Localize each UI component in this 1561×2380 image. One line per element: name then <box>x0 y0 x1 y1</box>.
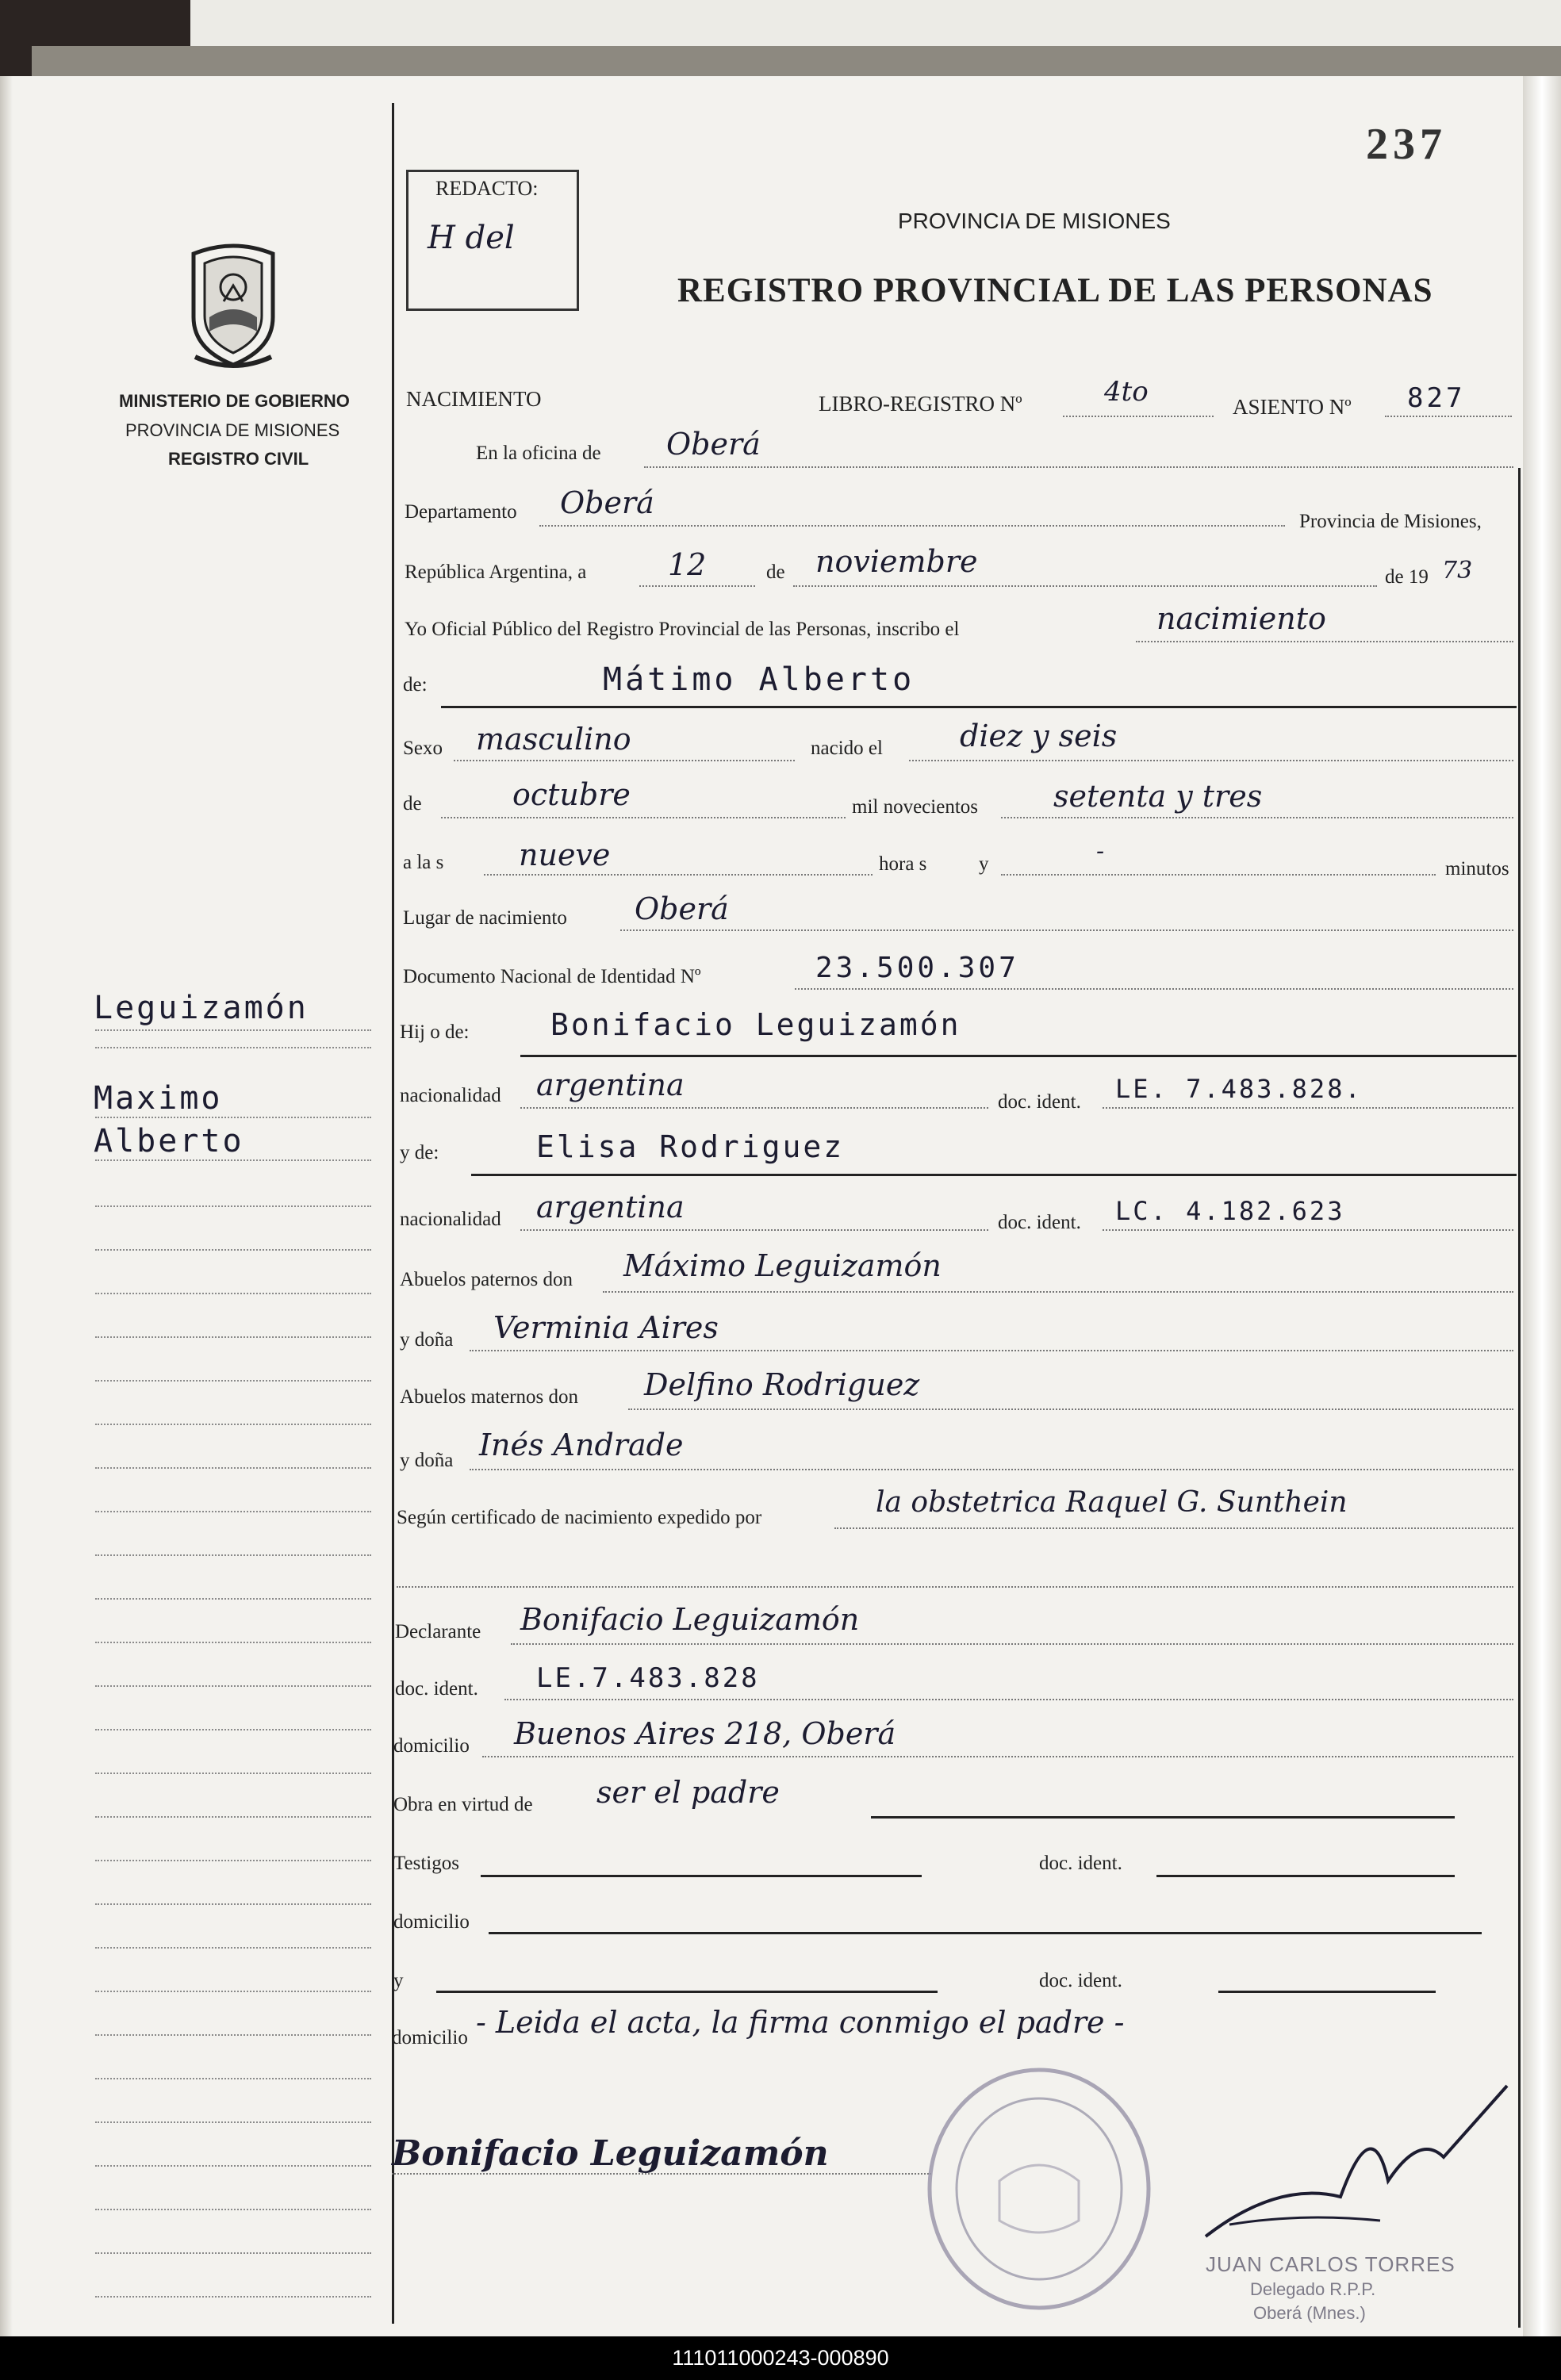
official-seal-icon <box>920 2062 1158 2316</box>
horas-label: hora s <box>879 853 927 875</box>
dotted-rule <box>470 1469 1513 1470</box>
nacionalidad2-label: nacionalidad <box>400 1209 501 1230</box>
republica-label: República Argentina, a <box>405 561 587 583</box>
de3-label: de <box>403 793 422 814</box>
margin-rule <box>95 1816 371 1818</box>
docident4-label: doc. ident. <box>1039 1853 1122 1874</box>
dotted-rule <box>470 1350 1513 1351</box>
official-place: Oberá (Mnes.) <box>1253 2303 1366 2323</box>
nacionalidad2-value: argentina <box>536 1190 685 1224</box>
hora-value: nueve <box>519 837 611 872</box>
dni-value: 23.500.307 <box>815 952 1019 984</box>
margin-rule <box>95 1511 371 1512</box>
docident5-label: doc. ident. <box>1039 1970 1122 1991</box>
sexo-label: Sexo <box>403 738 443 759</box>
asiento-value: 827 <box>1407 382 1466 414</box>
anio-nac-value: setenta y tres <box>1053 779 1263 814</box>
abuelos-maternos-value: Delfino Rodriguez <box>644 1367 920 1402</box>
margin-rule <box>95 1947 371 1949</box>
domicilio3-label: domicilio <box>392 2027 468 2048</box>
dotted-rule <box>1001 874 1436 876</box>
abuelos-paternos-value: Máximo Leguizamón <box>623 1248 942 1283</box>
nacionalidad1-label: nacionalidad <box>400 1085 501 1106</box>
dotted-rule <box>397 1586 1513 1588</box>
solid-rule <box>489 1932 1482 1934</box>
lugar-value: Oberá <box>635 891 729 926</box>
solid-rule <box>471 1174 1517 1176</box>
dotted-rule <box>620 929 1513 931</box>
dotted-rule <box>909 760 1513 761</box>
yde-label: y de: <box>400 1142 439 1163</box>
declarante-label: Declarante <box>395 1621 481 1642</box>
ydona2-label: y doña <box>400 1450 454 1471</box>
mil-label: mil novecientos <box>852 796 978 818</box>
margin-rule <box>95 2165 371 2167</box>
margin-rule <box>95 1029 371 1031</box>
solid-rule <box>441 706 1517 708</box>
redacto-initials: H del <box>428 220 515 256</box>
dotted-rule <box>628 1408 1513 1410</box>
margin-rule <box>95 1424 371 1425</box>
margin-rule <box>95 2296 371 2298</box>
de2-label: de: <box>403 674 428 696</box>
margin-name2: Alberto <box>94 1123 244 1159</box>
oficial-value: nacimiento <box>1156 601 1326 636</box>
lugar-label: Lugar de nacimiento <box>403 907 567 929</box>
margin-rule <box>95 1729 371 1730</box>
y-label: y <box>979 853 989 875</box>
dotted-rule <box>1103 1229 1513 1231</box>
segun-value: la obstetrica Raquel G. Sunthein <box>876 1486 1348 1519</box>
solid-rule <box>1156 1875 1455 1877</box>
previous-page-edge <box>190 0 1561 52</box>
margin-rule <box>95 2209 371 2210</box>
solid-rule <box>520 1055 1517 1057</box>
dotted-rule <box>834 1527 1513 1529</box>
madre-value: Elisa Rodriguez <box>536 1129 845 1164</box>
dotted-rule <box>504 1699 1513 1700</box>
margin-rule <box>95 2078 371 2079</box>
oficina-label: En la oficina de <box>476 443 601 464</box>
dia-value: 12 <box>668 547 707 582</box>
page-left-shadow <box>0 76 13 2336</box>
oficial-label: Yo Oficial Público del Registro Provincial de las Personas, inscribo el <box>405 619 960 640</box>
redacto-label: REDACTO: <box>435 177 539 200</box>
dotted-rule <box>484 874 873 876</box>
ministry-line1: MINISTERIO DE GOBIERNO <box>119 391 350 411</box>
page-right-edge <box>1523 76 1561 2336</box>
dotted-rule <box>441 817 846 818</box>
margin-rule <box>95 1642 371 1643</box>
docident2-value: LC. 4.182.623 <box>1115 1196 1345 1226</box>
right-border-rule <box>1518 468 1521 2328</box>
libro-value: 4to <box>1104 376 1149 408</box>
footer-id: 111011000243-000890 <box>0 2336 1561 2380</box>
act-type: NACIMIENTO <box>406 387 542 411</box>
nacionalidad1-value: argentina <box>536 1067 685 1102</box>
margin-rule <box>95 1380 371 1382</box>
docident3-label: doc. ident. <box>395 1678 478 1700</box>
margin-name1: Maximo <box>94 1080 223 1117</box>
domicilio3-value: - Leida el acta, la firma conmigo el padre - <box>476 2005 1125 2040</box>
solid-rule <box>436 1991 938 1993</box>
redacto-box <box>406 170 579 311</box>
province-title: PROVINCIA DE MISIONES <box>898 209 1171 233</box>
ala-label: a la s <box>403 852 444 873</box>
domicilio-label: domicilio <box>393 1735 470 1757</box>
margin-rule <box>95 1336 371 1338</box>
margin-rule <box>95 1554 371 1556</box>
departamento-label: Departamento <box>405 501 517 523</box>
minutos-value: - <box>1096 837 1105 865</box>
margin-rule <box>95 1991 371 1992</box>
dotted-rule <box>1103 1107 1513 1109</box>
sexo-value: masculino <box>476 722 631 757</box>
margin-surname: Leguizamón <box>94 990 309 1026</box>
nacido-label: nacido el <box>811 738 883 759</box>
dotted-rule <box>454 760 795 761</box>
dotted-rule <box>1063 416 1214 417</box>
y2-label: y <box>393 1970 404 1991</box>
margin-rule <box>95 1598 371 1600</box>
margin-rule <box>95 1047 371 1048</box>
book-spine-edge <box>32 46 1561 78</box>
abuelos-paternos-label: Abuelos paternos don <box>400 1269 573 1290</box>
docident1-label: doc. ident. <box>998 1091 1081 1113</box>
testigos-label: Testigos <box>393 1853 459 1874</box>
abuelos-maternos-label: Abuelos maternos don <box>400 1386 578 1408</box>
obra-value: ser el padre <box>596 1775 780 1810</box>
dotted-rule <box>793 585 1377 587</box>
solid-rule <box>1218 1991 1436 1993</box>
dotted-rule <box>644 466 1513 468</box>
mes-nac-value: octubre <box>512 777 631 812</box>
dotted-rule <box>1385 416 1512 417</box>
declarante-value: Bonifacio Leguizamón <box>520 1602 860 1637</box>
dotted-rule <box>511 1643 1513 1645</box>
official-name: JUAN CARLOS TORRES <box>1206 2252 1456 2276</box>
de-label: de <box>766 561 785 583</box>
docident2-label: doc. ident. <box>998 1212 1081 1233</box>
hijo-label: Hij o de: <box>400 1021 470 1043</box>
dotted-rule <box>539 525 1285 527</box>
margin-rule <box>95 1205 371 1207</box>
dotted-rule <box>520 1107 988 1109</box>
coat-of-arms-icon <box>178 238 289 370</box>
official-signature-icon <box>1182 2062 1515 2252</box>
dotted-rule <box>482 1756 1513 1757</box>
dotted-rule <box>1136 641 1513 642</box>
abuela-paterna-value: Verminia Aires <box>493 1310 719 1345</box>
padre-value: Bonifacio Leguizamón <box>550 1007 961 1042</box>
dotted-rule <box>603 1291 1513 1293</box>
margin-rule <box>95 1467 371 1469</box>
anio-label: de 19 <box>1385 566 1429 588</box>
margin-rule <box>95 2121 371 2123</box>
anio-value: 73 <box>1442 557 1473 584</box>
ministry-line2: PROVINCIA DE MISIONES <box>125 420 340 440</box>
official-title: Delegado R.P.P. <box>1250 2279 1376 2299</box>
margin-rule <box>95 1249 371 1251</box>
asiento-label: ASIENTO Nº <box>1233 395 1352 419</box>
folio-number: 237 <box>1366 120 1447 169</box>
provincia-suffix: Provincia de Misiones, <box>1299 511 1482 532</box>
margin-rule <box>95 2252 371 2254</box>
docident3-value: LE.7.483.828 <box>536 1662 760 1694</box>
ministry-line3: REGISTRO CIVIL <box>168 449 309 469</box>
margin-rule <box>95 1159 371 1161</box>
margin-rule <box>95 2034 371 2036</box>
dotted-rule <box>520 1229 988 1231</box>
libro-label: LIBRO-REGISTRO Nº <box>819 392 1022 416</box>
margin-rule <box>95 1293 371 1294</box>
dni-label: Documento Nacional de Identidad Nº <box>403 966 701 987</box>
abuela-materna-value: Inés Andrade <box>479 1428 684 1462</box>
solid-rule <box>481 1875 922 1877</box>
dotted-rule <box>795 988 1513 990</box>
margin-rule <box>95 1860 371 1861</box>
margin-rule <box>95 1685 371 1687</box>
declarant-signature: Bonifacio Leguizamón <box>392 2133 829 2174</box>
segun-label: Según certificado de nacimiento expedido por <box>397 1507 762 1528</box>
oficina-value: Oberá <box>666 427 761 462</box>
minutos-label: minutos <box>1445 858 1509 880</box>
margin-rule <box>95 1117 371 1118</box>
registry-title: REGISTRO PROVINCIAL DE LAS PERSONAS <box>677 272 1433 309</box>
obra-label: Obra en virtud de <box>393 1794 533 1815</box>
departamento-value: Oberá <box>560 485 654 520</box>
dotted-rule <box>1001 817 1513 818</box>
dotted-rule <box>639 585 755 587</box>
ydona1-label: y doña <box>400 1329 454 1351</box>
dotted-rule <box>392 2173 931 2175</box>
docident1-value: LE. 7.483.828. <box>1115 1074 1363 1104</box>
domicilio2-label: domicilio <box>393 1911 470 1933</box>
solid-rule <box>871 1816 1455 1819</box>
mes-value: noviembre <box>815 544 978 579</box>
domicilio-value: Buenos Aires 218, Oberá <box>514 1716 896 1751</box>
nombre-value: Mátimo Alberto <box>603 661 915 698</box>
nacido-value: diez y seis <box>960 719 1118 753</box>
margin-rule <box>95 1773 371 1774</box>
margin-rule <box>95 1903 371 1905</box>
